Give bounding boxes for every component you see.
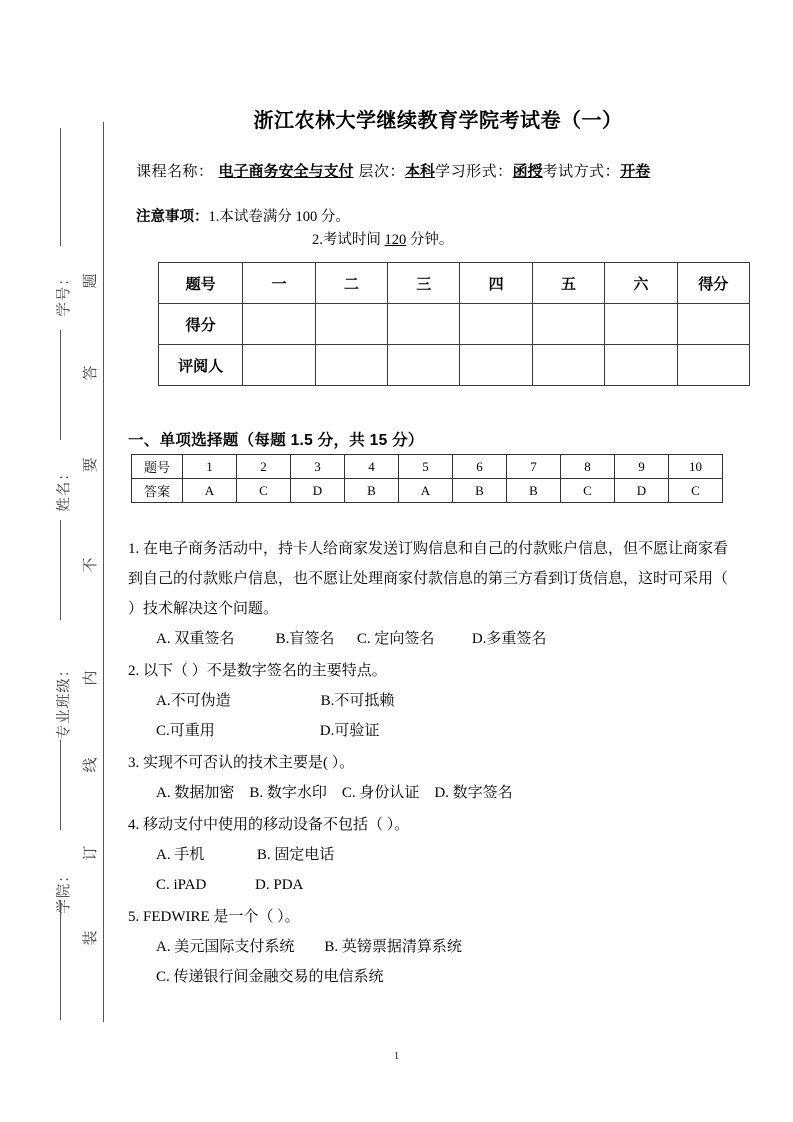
question-number: 4 xyxy=(345,455,399,479)
study-form-value: 函授 xyxy=(512,163,543,180)
seal-char-3: 要 xyxy=(83,457,99,473)
exam-duration-value: 120 xyxy=(384,232,407,248)
question-item xyxy=(128,902,728,992)
score-cell: 二 xyxy=(315,263,387,304)
exam-meta-line xyxy=(136,160,748,181)
table-row xyxy=(132,455,723,479)
question-number: 1 xyxy=(183,455,237,479)
binding-line-outer-1 xyxy=(60,128,61,246)
exam-mode-label: 考试方式： xyxy=(542,164,621,180)
score-cell-blank[interactable] xyxy=(315,345,387,386)
margin-field-class: 专业班级： xyxy=(56,661,73,740)
question-list xyxy=(128,534,728,994)
question-number: 9 xyxy=(615,455,669,479)
answer-value: B xyxy=(507,479,561,503)
score-cell-blank[interactable] xyxy=(532,304,604,345)
seal-char-2: 答 xyxy=(83,365,99,381)
question-options: A. 手机 B. 固定电话 xyxy=(156,847,335,863)
margin-field-student-id: 学号： xyxy=(56,270,73,317)
answer-value: B xyxy=(453,479,507,503)
question-stem: 2. 以下（ ）不是数字签名的主要特点。 xyxy=(128,663,387,679)
score-cell-blank[interactable] xyxy=(315,304,387,345)
study-form-label: 学习形式： xyxy=(435,164,513,180)
score-cell-blank[interactable] xyxy=(243,345,315,386)
score-cell: 六 xyxy=(605,263,677,304)
score-cell: 三 xyxy=(388,263,460,304)
question-stem: 3. 实现不可否认的技术主要是( ）。 xyxy=(128,755,355,771)
question-item xyxy=(128,534,728,654)
question-number: 6 xyxy=(453,455,507,479)
margin-field-college: 学院： xyxy=(56,867,73,914)
question-item xyxy=(128,748,728,808)
table-row xyxy=(159,304,750,345)
score-row-head: 得分 xyxy=(159,304,243,345)
exam-mode-value: 开卷 xyxy=(620,163,651,180)
binding-margin xyxy=(0,0,120,1122)
binding-line-outer-4 xyxy=(60,740,61,830)
table-row xyxy=(159,345,750,386)
seal-char-5: 内 xyxy=(83,670,99,686)
score-row-head: 评阅人 xyxy=(159,345,243,386)
question-options: C. iPAD D. PDA xyxy=(156,877,304,893)
notice-title: 注意事项： xyxy=(136,209,209,225)
notice-text-2-prefix: 2.考试时间 xyxy=(312,232,385,248)
notice-text-1: 1.本试卷满分 100 分。 xyxy=(208,209,350,225)
answer-value: D xyxy=(291,479,345,503)
notice-line-1 xyxy=(136,206,453,229)
score-cell: 四 xyxy=(460,263,532,304)
course-value: 电子商务安全与支付 xyxy=(218,163,354,180)
question-stem: 5. FEDWIRE 是一个（ ）。 xyxy=(128,909,300,925)
question-item xyxy=(128,656,728,746)
question-options: A.不可伪造 B.不可抵赖 xyxy=(156,693,395,709)
question-number: 10 xyxy=(669,455,723,479)
notice-text-2-suffix: 分钟。 xyxy=(406,232,454,248)
answer-value: C xyxy=(561,479,615,503)
question-options: A. 美元国际支付系统 B. 英镑票据清算系统 xyxy=(156,939,462,955)
seal-char-8: 装 xyxy=(83,930,99,946)
answer-value: C xyxy=(669,479,723,503)
score-cell-blank[interactable] xyxy=(460,304,532,345)
score-cell-blank[interactable] xyxy=(677,345,749,386)
section-heading-1: 一、单项选择题（每题 1.5 分，共 15 分） xyxy=(128,432,424,449)
score-cell-blank[interactable] xyxy=(677,304,749,345)
answer-value: A xyxy=(183,479,237,503)
score-summary-table xyxy=(158,262,750,386)
score-cell-blank[interactable] xyxy=(388,304,460,345)
binding-line-outer-3 xyxy=(60,520,61,620)
question-number: 7 xyxy=(507,455,561,479)
answer-value: C xyxy=(237,479,291,503)
score-cell-blank[interactable] xyxy=(388,345,460,386)
exam-sheet xyxy=(128,0,768,1122)
question-number: 8 xyxy=(561,455,615,479)
question-number: 2 xyxy=(237,455,291,479)
binding-line-outer-2 xyxy=(60,330,61,440)
seal-char-4: 不 xyxy=(83,557,99,573)
answer-value: B xyxy=(345,479,399,503)
score-cell: 一 xyxy=(243,263,315,304)
score-cell: 得分 xyxy=(677,263,749,304)
score-row-head: 题号 xyxy=(159,263,243,304)
seal-char-1: 题 xyxy=(83,273,99,289)
question-item xyxy=(128,810,728,900)
answer-key-table xyxy=(131,454,723,503)
table-row xyxy=(159,263,750,304)
score-cell: 五 xyxy=(532,263,604,304)
question-stem: 4. 移动支付中使用的移动设备不包括（ ）。 xyxy=(128,817,410,833)
level-label: 层次： xyxy=(358,164,406,180)
score-cell-blank[interactable] xyxy=(605,345,677,386)
notice-line-2 xyxy=(136,229,453,252)
question-options: A. 数据加密 B. 数字水印 C. 身份认证 D. 数字签名 xyxy=(156,785,513,801)
score-cell-blank[interactable] xyxy=(460,345,532,386)
page-number: 1 xyxy=(393,1050,400,1062)
score-cell-blank[interactable] xyxy=(605,304,677,345)
question-options: C. 传递银行间金融交易的电信系统 xyxy=(156,969,384,985)
question-stem: 1. 在电子商务活动中，持卡人给商家发送订购信息和自己的付款账户信息，但不愿让商家看到自己的付款账户信息，也不愿让处理商家付款信息的第三方看到订货信息，这时可采用（ ）技术解决这个问题。 xyxy=(128,541,729,617)
answer-value: D xyxy=(615,479,669,503)
question-number: 3 xyxy=(291,455,345,479)
notice-block xyxy=(136,206,453,252)
seal-char-7: 订 xyxy=(83,845,99,861)
answer-value: A xyxy=(399,479,453,503)
question-number: 5 xyxy=(399,455,453,479)
question-options: C.可重用 D.可验证 xyxy=(156,723,380,739)
seal-char-6: 线 xyxy=(83,757,99,773)
answer-row-head: 题号 xyxy=(132,455,183,479)
table-row xyxy=(132,479,723,503)
question-options: A. 双重签名 B.盲签名 C. 定向签名 D.多重签名 xyxy=(156,631,547,647)
course-label: 课程名称： xyxy=(136,164,214,180)
level-value: 本科 xyxy=(405,163,436,180)
answer-row-head: 答案 xyxy=(132,479,183,503)
page-title: 浙江农林大学继续教育学院考试卷（一） xyxy=(253,110,623,132)
score-cell-blank[interactable] xyxy=(532,345,604,386)
score-cell-blank[interactable] xyxy=(243,304,315,345)
margin-field-name: 姓名： xyxy=(56,465,73,512)
